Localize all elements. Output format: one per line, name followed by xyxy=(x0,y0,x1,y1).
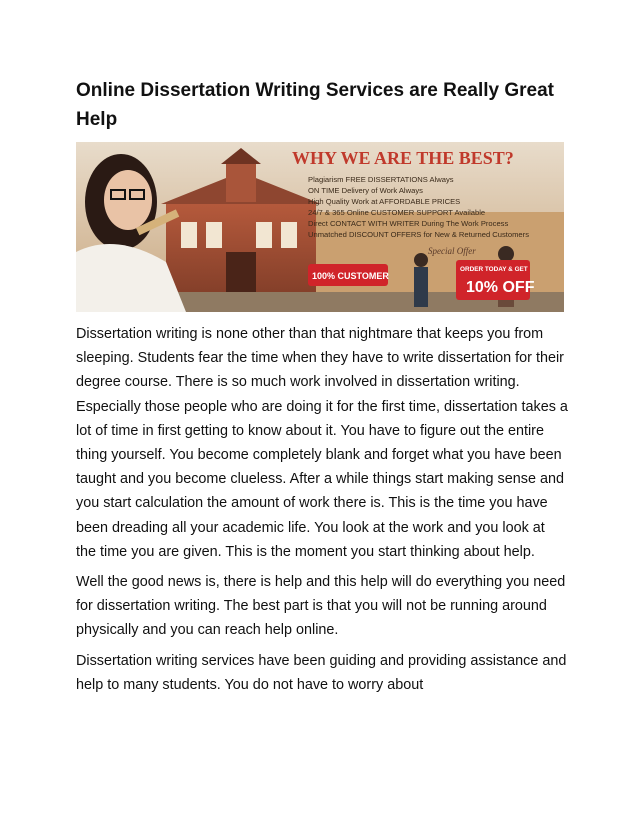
banner-bullet: Unmatched DISCOUNT OFFERS for New & Returned Customers xyxy=(308,230,529,239)
paragraph: Dissertation writing services have been guiding and providing assistance and help to many students. You do not have to worry about xyxy=(76,652,567,693)
banner-bullet: High Quality Work at AFFORDABLE PRICES xyxy=(308,197,461,206)
banner-bullet: Direct CONTACT WITH WRITER During The Work Process xyxy=(308,219,509,228)
banner-headline: WHY WE ARE THE BEST? xyxy=(292,148,514,168)
paragraph: Well the good news is, there is help and this help will do everything you need for dissertation writing. The best part is that you will not be running around physically and you can reach help online. xyxy=(76,574,566,639)
special-offer-label: Special Offer xyxy=(428,246,476,256)
discount-badge xyxy=(456,260,535,300)
page-title: Online Dissertation Writing Services are Really Great Help xyxy=(76,80,554,130)
banner-bullet: ON TIME Delivery of Work Always xyxy=(308,186,423,195)
paragraph: Dissertation writing is none other than that nightmare that keeps you from sleeping. Students fear the time when they have to write dissertation for their degree course. There is so much work involved in dissertation writing. Especially those people who are doing it for the first time, dissertation takes a lot of time in first getting to know about it. You have to figure out the entire thing yourself. You become completely blank and forget what you have been taught and you become clueless. After a while things start making sense and you start calculation the amount of work there is. This is the time you have been dreading all your academic life. You look at the work and you look at the time you are given. This is the moment you start thinking about help. xyxy=(76,326,568,560)
article-body xyxy=(76,322,568,703)
discount-badge-top: ORDER TODAY & GET xyxy=(460,266,528,273)
discount-badge-value: 10% OFF xyxy=(466,279,535,296)
banner-bullet: Plagiarism FREE DISSERTATIONS Always xyxy=(308,175,454,184)
banner-image xyxy=(76,142,564,312)
banner-bullet: 24/7 & 365 Online CUSTOMER SUPPORT Available xyxy=(308,208,486,217)
customer-badge xyxy=(308,264,389,286)
customer-badge-text: 100% CUSTOMER xyxy=(312,271,389,281)
